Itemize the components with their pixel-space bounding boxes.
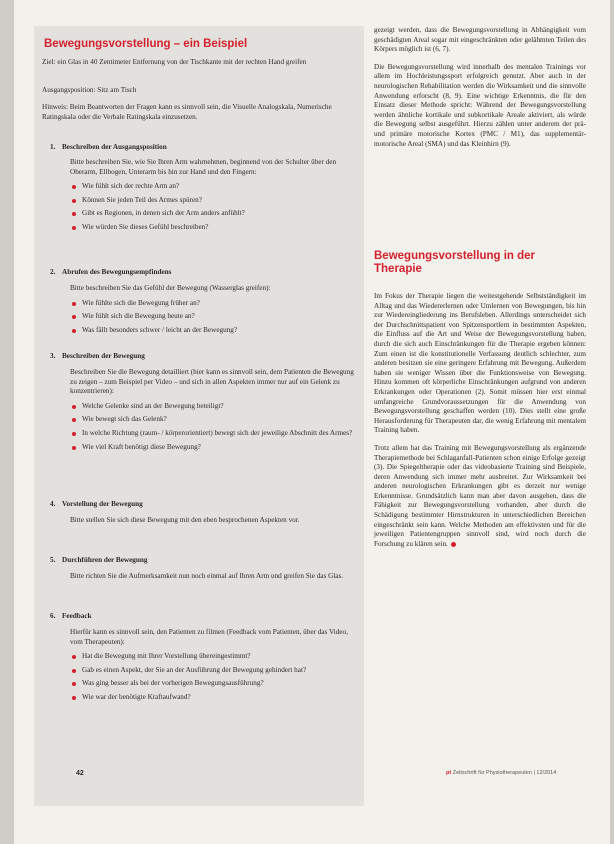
section-3-text: Beschreiben Sie die Bewegung detailliert (hier kann es sinnvoll sein, dem Patienten die Bewegung zu zeigen – zum Beispiel per Video – und sich in allen Aspekten immer nur auf ein Gelenk zu konzentrieren): (70, 368, 354, 396)
section-1-text: Bitte beschreiben Sie, wie Sie Ihren Arm wahrnehmen, beginnend von der Schulter über den Oberarm, Ellbogen, Unterarm bis hin zur Hand und den Fingern: (70, 158, 337, 176)
section-6-questions (70, 652, 360, 702)
right-column-top (374, 26, 586, 157)
section-2-heading: 2. Abrufen des Bewegungsempfindens (50, 268, 172, 276)
section-6-heading: 6. Feedback (50, 612, 92, 620)
section-heading: Bewegungsvorstellung in der Therapie (374, 250, 536, 275)
page-number: 42 (76, 770, 84, 777)
box-title: Bewegungsvorstellung – ein Beispiel (44, 38, 248, 50)
list-item: Was fällt besonders schwer / leicht an der Bewegung? (70, 326, 360, 336)
section-4-text: Bitte stellen Sie sich diese Bewegung mit den eben besprochenen Aspekten vor. (70, 516, 300, 524)
list-item: Wie fühlt sich der rechte Arm an? (70, 182, 360, 192)
paragraph: Die Bewegungsvorstellung wird innerhalb des mentalen Trainings vor allem im Hochleistungssport erfolgreich genutzt. Aber auch in der neurologischen Rehabilitation werden die Wirksamkeit und die sinnvolle Anwendung erforscht (8, 9). Eine wichtige Erkenntnis, die für den Einsatz dieser Methode spricht: Während der Bewegungsvorstellung werden ähnliche kortikale und subkortikale Areale aktiviert, als würde die Bewegung selbst ausgeführt. Hierzu zählen unter anderem der prä- und primäre motorische Kortex (PMC / M1), das supplementär-motorische Areal (SMA) und das Kleinhirn (9). (374, 62, 586, 148)
box-hint: Hinweis: Beim Beantworten der Fragen kann es sinnvoll sein, die Visuelle Analogskala, Numerische Ratingskala oder die Verbale Ratingskala einzusetzen. (42, 103, 332, 121)
paragraph: gezeigt werden, dass die Bewegungsvorstellung in Abhängigkeit vom geschädigten Areal sogar mit eingeschränkten oder gelähmten Teilen des Körpers möglich ist (6, 7). (374, 26, 586, 54)
list-item: Wie fühlt sich die Bewegung heute an? (70, 312, 360, 322)
section-2-body (70, 284, 360, 339)
list-item: Können Sie jeden Teil des Armes spüren? (70, 196, 360, 206)
section-6-text: Hierfür kann es sinnvoll sein, den Patienten zu filmen (Feedback vom Patienten, über das Video, vom Therapeuten): (70, 628, 348, 646)
list-item: Wie viel Kraft benötigt diese Bewegung? (70, 443, 360, 453)
section-6-body (70, 628, 360, 707)
list-item: Gab es einen Aspekt, der Sie an der Ausführung der Bewegung gehindert hat? (70, 666, 360, 676)
list-item: Hat die Bewegung mit Ihrer Vorstellung übereingestimmt? (70, 652, 360, 662)
list-item: Wie fühlte sich die Bewegung früher an? (70, 299, 360, 309)
list-item: Gibt es Regionen, in denen sich der Arm anders anfühlt? (70, 209, 360, 219)
section-2-questions (70, 299, 360, 336)
list-item: In welche Richtung (raum- / körperorientiert) bewegt sich der jeweilige Abschnitt des Armes? (70, 429, 360, 439)
box-start-position: Ausgangsposition: Sitz am Tisch (42, 86, 137, 94)
section-4-heading: 4. Vorstellung der Bewegung (50, 500, 143, 508)
section-2-text: Bitte beschreiben Sie das Gefühl der Bewegung (Wasserglas greifen): (70, 284, 271, 292)
section-5-text: Bitte richten Sie die Aufmerksamkeit nun noch einmal auf Ihren Arm und greifen Sie das Glas. (70, 572, 344, 580)
paragraph: Im Fokus der Therapie liegen die weitestgehende Selbstständigkeit im Alltag und das Wiedererlernen oder Umlernen von Bewegungen, bis hin zur Wiedereingliederung ins Berufsleben. Allerdings unterscheidet sich der Durchschnittspatient von Spitzensportlern in bestimmten Aspekten, die Einfluss auf die Art und Weise der Bewegungsvorstellung haben, durch die sich auch Einschränkungen für die Therapie ergeben können: Zum einen ist die konstitutionelle Verfassung deutlich schlechter, zum anderen besitzen sie eine geringere Erfahrung mit Bewegung. Außerdem haben sie weniger Wissen über die Funktionsweise von Bewegung. Hinzu kommen oft körperliche Einschränkungen aufgrund von anderen Erkrankungen oder Operationen (2). Somit müssen hier erst einmal umfangreiche Grundvoraussetzungen für die Anwendung von Bewegungsvorstellung geschaffen werden (10). Dies stellt eine große Herausforderung für Therapeuten dar, die wenig Erfahrung mit mentalem Training haben. (374, 292, 586, 435)
list-item: Was ging besser als bei der vorherigen Bewegungsausführung? (70, 679, 360, 689)
list-item: Wie würden Sie dieses Gefühl beschreiben? (70, 223, 360, 233)
journal-footer: pt Zeitschrift für Physiotherapeuten | 12/2014 (446, 770, 557, 776)
end-mark-icon (451, 542, 456, 547)
section-1-questions (70, 182, 360, 232)
list-item: Wie war der benötigte Kraftaufwand? (70, 693, 360, 703)
magazine-page (14, 0, 610, 844)
right-column-bottom (374, 292, 586, 557)
section-3-questions (70, 402, 360, 452)
section-1-heading: 1. Beschreiben der Ausgangsposition (50, 143, 167, 151)
section-3-body (70, 368, 360, 456)
section-1-body (70, 158, 360, 237)
list-item: Wie bewegt sich das Gelenk? (70, 415, 360, 425)
section-3-heading: 3. Beschreiben der Bewegung (50, 352, 145, 360)
section-5-heading: 5. Durchführen der Bewegung (50, 556, 148, 564)
box-goal: Ziel: ein Glas in 40 Zentimeter Entfernung von der Tischkante mit der rechten Hand greifen (42, 58, 307, 66)
list-item: Welche Gelenke sind an der Bewegung beteiligt? (70, 402, 360, 412)
paragraph: Trotz allem hat das Training mit Bewegungsvorstellung als ergänzende Therapiemethode bei Schlaganfall-Patienten schon einige Erfolge gezeigt (3). Die Spiegeltherapie oder das videobasierte Training sind Beispiele, deren Anwendung sich immer mehr ausbreitet. Zur Wirksamkeit bei anderen neurologischen Erkrankungen gibt es derzeit nur wenige Erkenntnisse. Grundsätzlich kann man aber davon ausgehen, dass die Fähigkeit zur Bewegungsvorstellung vorhanden, aber durch die Schädigung bestimmter Hirnstrukturen in unterschiedlichen Bereichen eingeschränkt sein kann. Welche Methoden am effektivsten und für die jeweiligen Patientengruppen sinnvoll sind, wird noch durch die Forschung zu klären sein. (374, 443, 586, 548)
